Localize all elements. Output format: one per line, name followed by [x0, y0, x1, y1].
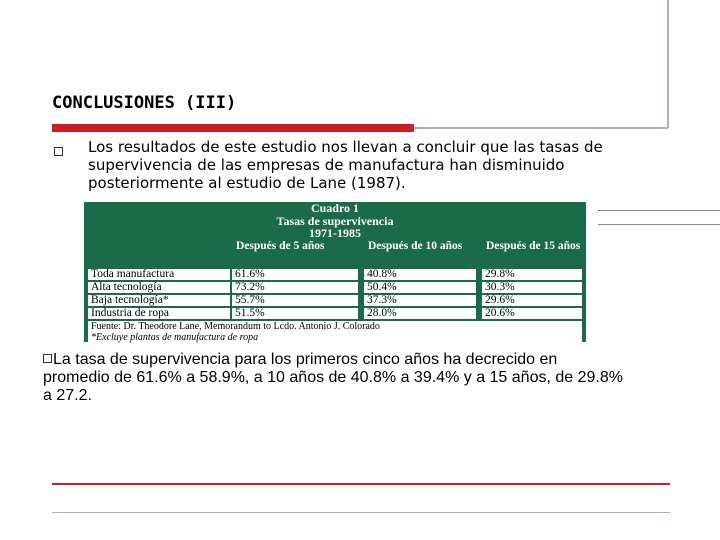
- footer-rule-red: [52, 483, 670, 485]
- table-cell: 37.3%: [364, 295, 476, 306]
- table-title-line: Tasas de supervivencia: [276, 213, 394, 228]
- table-cell: 40.8%: [364, 269, 476, 280]
- table-cell: 28.0%: [364, 308, 476, 319]
- paragraph-summary: [43, 351, 623, 405]
- table-cell: 55.7%: [232, 295, 358, 306]
- table-cell: 51.5%: [232, 308, 358, 319]
- vertical-rule: [667, 0, 669, 128]
- row-label: Industria de ropa: [88, 308, 230, 319]
- table-cell: 30.3%: [482, 282, 582, 293]
- decorative-line: [598, 210, 720, 211]
- table-cell: 50.4%: [364, 282, 476, 293]
- table-cell: 29.8%: [482, 269, 582, 280]
- table-footnote: *Excluye plantas de manufactura de ropa: [88, 332, 582, 342]
- row-label: Alta tecnología: [88, 282, 230, 293]
- table-cell: 61.6%: [232, 269, 358, 280]
- summary-text: La tasa de supervivencia para los primeros cinco años ha decrecido en promedio de 61.6% a 58.9%, a 10 años de 40.8% a 39.4% y a 15 años, de 29.8% a 27.2.: [43, 351, 623, 404]
- table-cell: 29.6%: [482, 295, 582, 306]
- table-cell: 20.6%: [482, 308, 582, 319]
- slide-title: CONCLUSIONES (III): [52, 93, 237, 113]
- table-source: Fuente: Dr. Theodore Lane, Memorandum to Lcdo. Antonio J. Colorado: [88, 321, 582, 332]
- table-title-line: 1971-1985: [309, 226, 361, 240]
- table-row: [88, 269, 582, 280]
- bullet-icon: [43, 354, 52, 363]
- table-row: [88, 282, 582, 293]
- table-title: [84, 202, 586, 240]
- table-title-line: Cuadro 1: [310, 201, 360, 215]
- row-label: Toda manufactura: [88, 269, 230, 280]
- paragraph-conclusion: Los resultados de este estudio nos llevan a concluir que las tasas de supervivencia de las empresas de manufactura han disminuido posteriormente al estudio de Lane (1987).: [88, 138, 603, 192]
- table-row: [88, 295, 582, 306]
- title-underline-gray: [414, 127, 668, 129]
- decorative-line: [598, 224, 720, 225]
- title-underline-red: [52, 124, 414, 132]
- column-header: Después de 5 años: [232, 240, 358, 268]
- row-label: Baja tecnología*: [88, 295, 230, 306]
- table-cell: 73.2%: [232, 282, 358, 293]
- column-header: Después de 10 años: [364, 240, 476, 268]
- table-row: [88, 308, 582, 319]
- column-header: Después de 15 años: [482, 240, 586, 268]
- survival-rates-table: [84, 202, 586, 342]
- bullet-icon: [54, 147, 63, 156]
- footer-rule-gray: [52, 512, 670, 513]
